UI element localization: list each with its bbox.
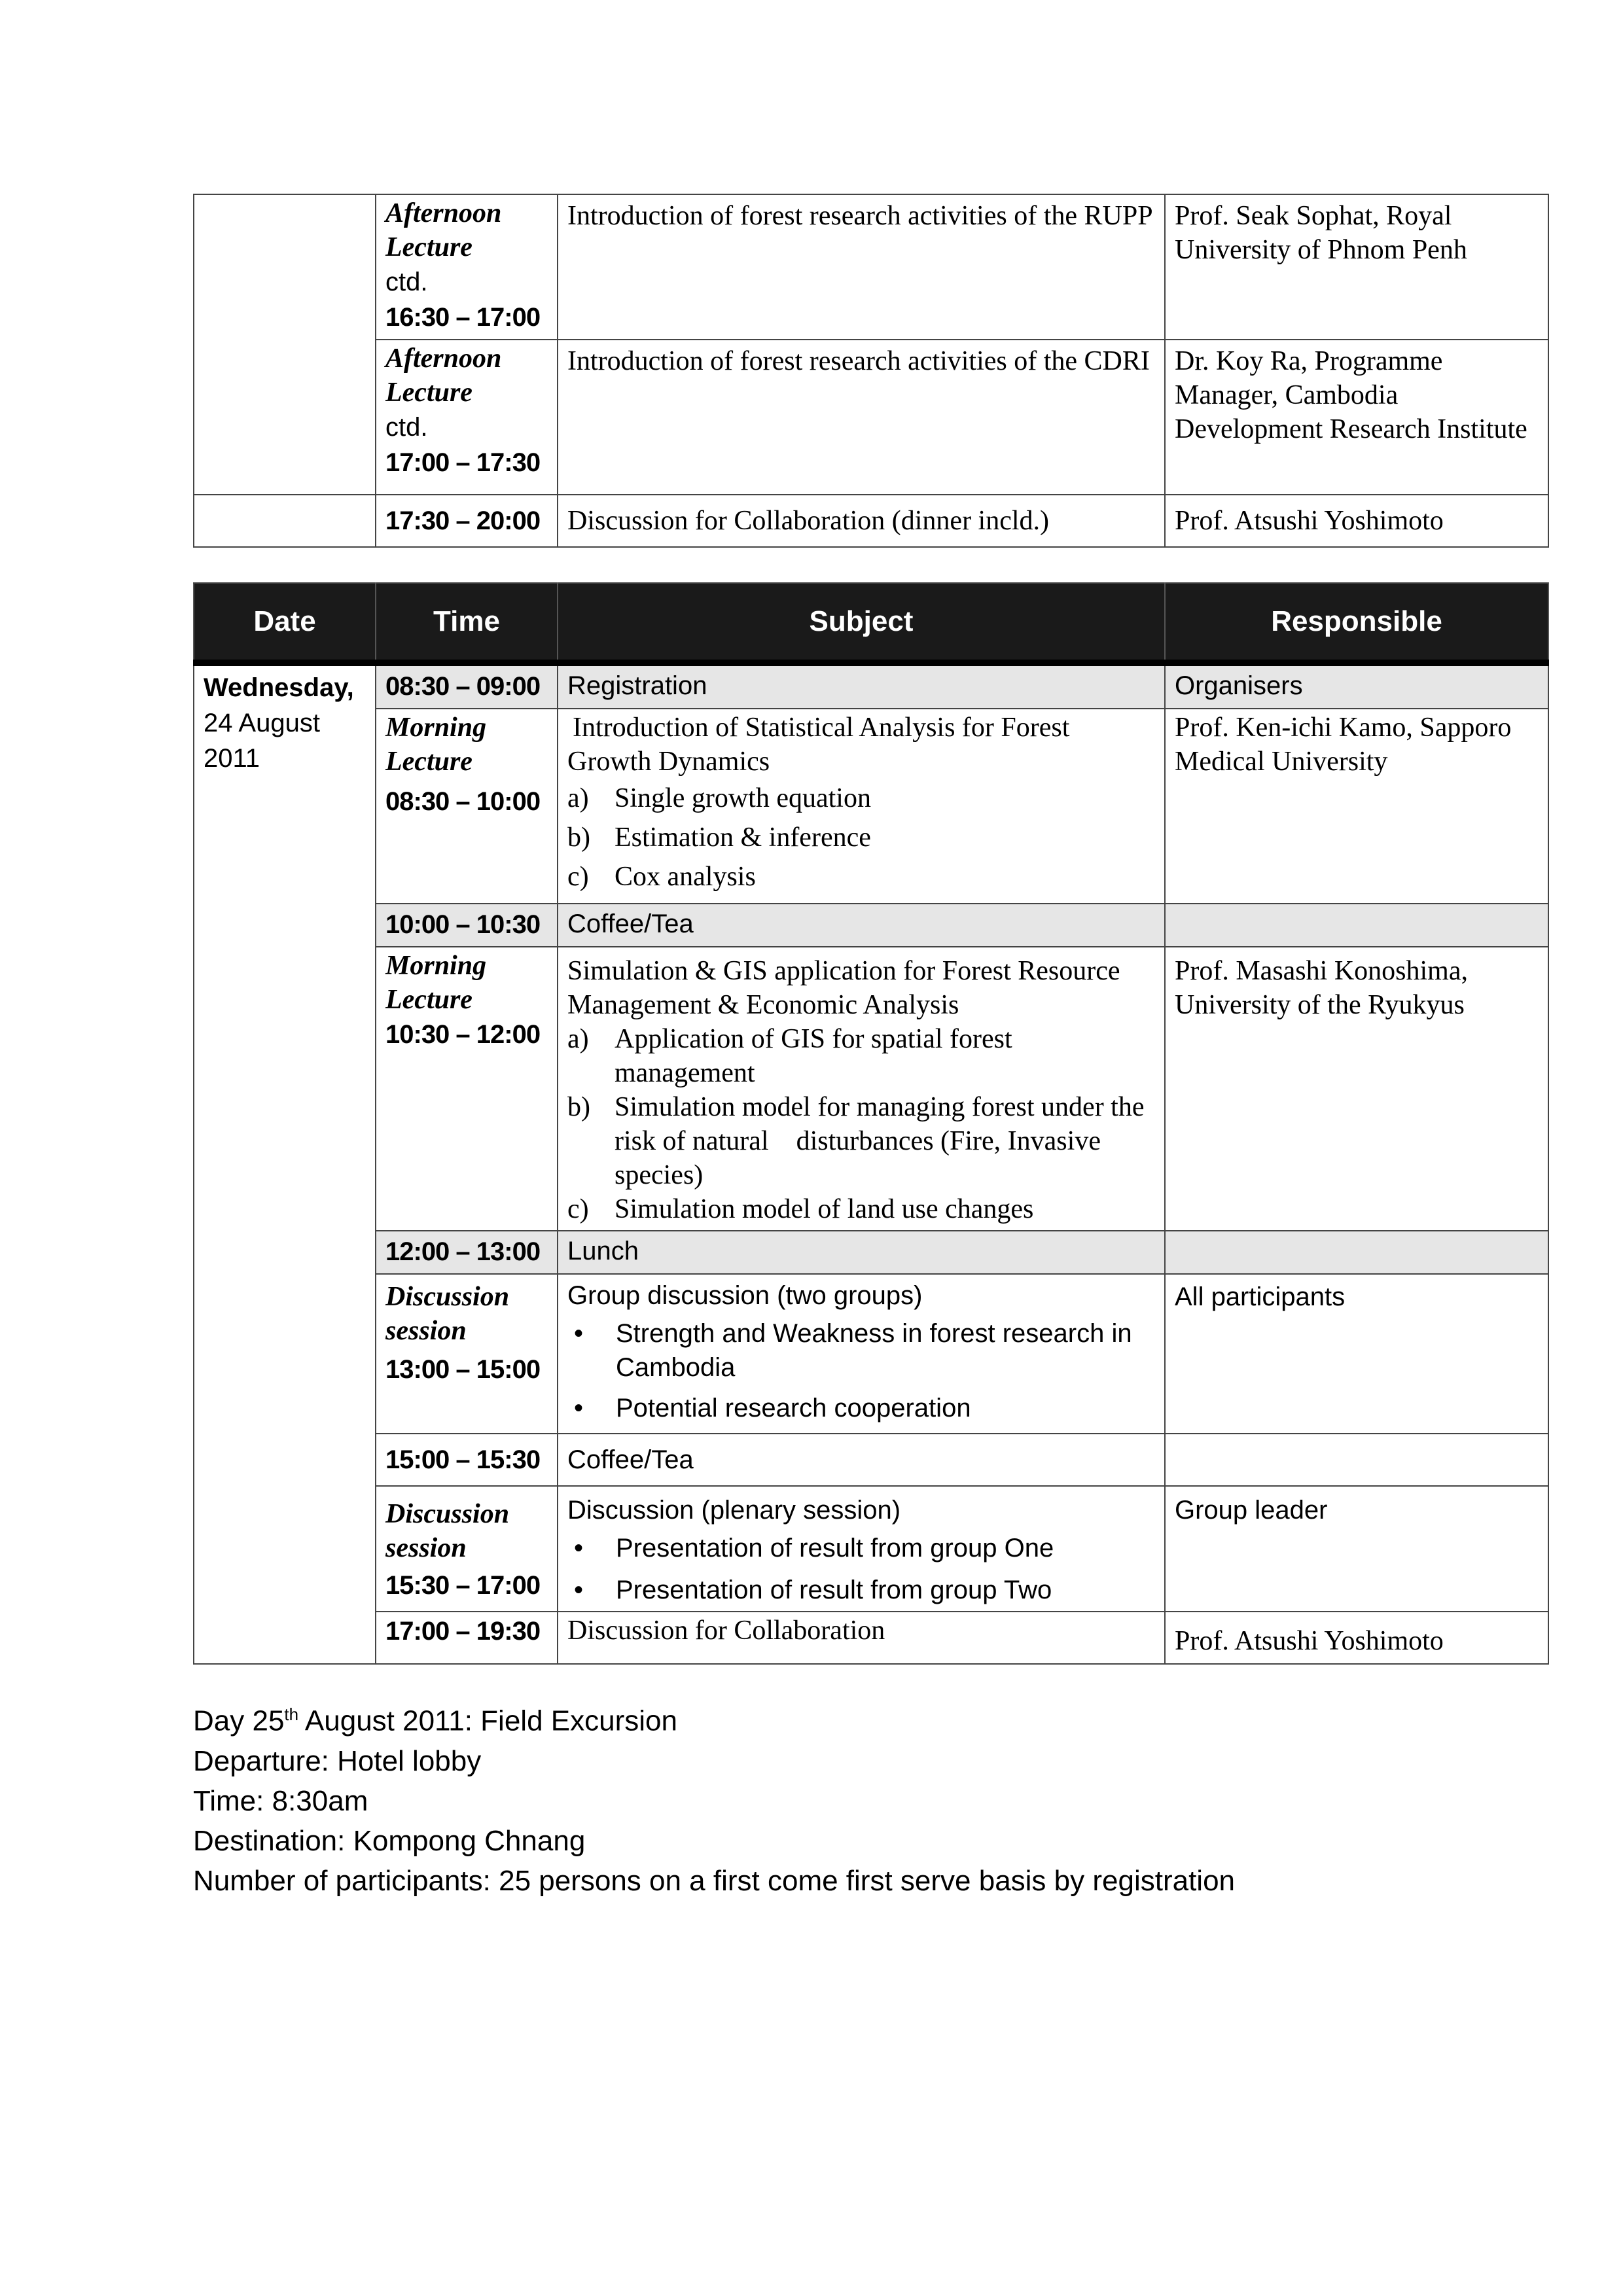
subject-text: Registration [567,671,707,700]
table-row [194,709,1548,904]
time-cell [376,1434,558,1486]
time-cell [376,663,558,709]
subject-text: Introduction of Statistical Analysis for Forest Growth Dynamics [567,713,1070,777]
subject-cell [558,904,1165,947]
table-row [194,495,1548,547]
subject-text: Coffee/Tea [567,1445,694,1474]
session-time: 16:30 – 17:00 [385,303,541,332]
topic-list [567,1531,1155,1607]
time-cell [376,194,558,340]
header-row [194,583,1548,663]
header-responsible: Responsible [1165,583,1548,663]
responsible-text: Prof. Ken-ichi Kamo, Sapporo Medical University [1175,713,1512,777]
list-item: • Presentation of result from group Two [574,1576,1052,1604]
subject-text: Simulation & GIS application for Forest Resource Management & Economic Analysis [567,956,1120,1020]
list-item: a) Single growth equation [567,783,871,813]
header-date: Date [194,583,376,663]
list-item: c) Simulation model of land use changes [567,1194,1034,1224]
list-item: • Presentation of result from group One [574,1534,1054,1563]
subject-text: Discussion (plenary session) [567,1496,901,1525]
responsible-cell [1165,709,1548,904]
date-day: Wednesday, [204,673,354,702]
table-row [194,663,1548,709]
session-ctd: ctd. [385,413,428,442]
session-kind: Morning Lecture [385,713,487,777]
time-cell [376,904,558,947]
list-item: a) Application of GIS for spatial forest management [567,1024,1012,1088]
table-row [194,904,1548,947]
session-time: 17:00 – 17:30 [385,448,541,477]
subject-cell [558,1434,1165,1486]
date-cell [194,495,376,547]
session-time: 13:00 – 15:00 [385,1355,541,1384]
time-cell [376,1274,558,1434]
excursion-departure: Departure: Hotel lobby [193,1744,482,1777]
subject-cell [558,947,1165,1231]
session-time: 15:00 – 15:30 [385,1445,541,1474]
list-item: • Potential research cooperation [574,1394,971,1422]
time-cell [376,495,558,547]
session-time: 17:00 – 19:30 [385,1617,541,1646]
table-row [194,947,1548,1231]
subject-cell [558,1274,1165,1434]
schedule-table-continued [193,194,1549,548]
time-cell [376,1486,558,1612]
date-cell [194,194,376,495]
session-kind: Morning Lecture [385,951,487,1015]
subject-cell [558,194,1165,340]
list-item: • Strength and Weakness in forest research in Cambodia [574,1319,1132,1382]
responsible-text: Dr. Koy Ra, Programme Manager, Cambodia Development Research Institute [1175,346,1527,444]
header-subject: Subject [558,583,1165,663]
date-cell [194,663,376,1664]
subject-cell [558,1231,1165,1274]
session-time: 12:00 – 13:00 [385,1237,541,1266]
subject-cell [558,663,1165,709]
responsible-text: Prof. Masashi Konoshima, University of the Ryukyus [1175,956,1468,1020]
subject-text: Introduction of forest research activities of the RUPP [567,201,1153,231]
topic-list [567,781,1155,894]
session-time: 08:30 – 09:00 [385,672,541,701]
schedule-table [193,582,1549,1665]
responsible-text: Prof. Atsushi Yoshimoto [1175,1626,1444,1656]
list-item: b) Estimation & inference [567,822,871,853]
excursion-day: Day 25th August 2011: Field Excursion [193,1704,677,1737]
excursion-time: Time: 8:30am [193,1784,368,1817]
subject-cell [558,709,1165,904]
subject-cell [558,340,1165,495]
session-time: 10:30 – 12:00 [385,1020,541,1049]
responsible-cell [1165,1434,1548,1486]
time-cell [376,709,558,904]
table-row [194,1486,1548,1612]
field-excursion-notes [193,1695,1235,1901]
date-year: 2011 [204,744,260,773]
time-cell [376,340,558,495]
topic-list [567,1316,1155,1425]
responsible-cell [1165,1274,1548,1434]
table-row [194,1434,1548,1486]
date-line: 24 August [204,709,320,737]
subject-text: Group discussion (two groups) [567,1281,923,1310]
table-row [194,1274,1548,1434]
responsible-cell [1165,340,1548,495]
responsible-text: Prof. Atsushi Yoshimoto [1175,506,1444,536]
time-cell [376,947,558,1231]
list-item: c) Cox analysis [567,862,756,892]
subject-text: Discussion for Collaboration [567,1616,885,1646]
subject-cell [558,1612,1165,1664]
responsible-cell [1165,1612,1548,1664]
session-kind: Discussion session [385,1499,510,1563]
subject-text: Introduction of forest research activities of the CDRI [567,346,1150,376]
table-row [194,194,1548,340]
responsible-cell [1165,1231,1548,1274]
responsible-text: Prof. Seak Sophat, Royal University of Phnom Penh [1175,201,1467,265]
session-time: 15:30 – 17:00 [385,1571,541,1600]
session-time: 10:00 – 10:30 [385,910,541,939]
topic-list [567,1022,1155,1226]
table-row [194,1231,1548,1274]
session-ctd: ctd. [385,268,428,296]
responsible-cell [1165,495,1548,547]
list-item: b) Simulation model for managing forest under the risk of natural disturbances (Fire, Invasive species) [567,1092,1151,1190]
subject-cell [558,1486,1165,1612]
session-kind: Afternoon Lecture [385,344,502,408]
time-cell [376,1612,558,1664]
session-time: 08:30 – 10:00 [385,787,541,816]
responsible-cell [1165,1486,1548,1612]
subject-text: Coffee/Tea [567,910,694,938]
header-time: Time [376,583,558,663]
session-kind: Discussion session [385,1282,510,1346]
responsible-cell [1165,904,1548,947]
responsible-text: Organisers [1175,671,1303,700]
excursion-destination: Destination: Kompong Chnang [193,1824,586,1857]
session-kind: Afternoon Lecture [385,198,502,262]
table-row [194,340,1548,495]
time-cell [376,1231,558,1274]
responsible-text: All participants [1175,1282,1346,1311]
table-row [194,1612,1548,1664]
subject-cell [558,495,1165,547]
responsible-cell [1165,194,1548,340]
responsible-cell [1165,947,1548,1231]
excursion-participants: Number of participants: 25 persons on a first come first serve basis by registration [193,1864,1236,1897]
subject-text: Discussion for Collaboration (dinner incld.) [567,506,1050,536]
session-time: 17:30 – 20:00 [385,506,541,535]
responsible-cell [1165,663,1548,709]
subject-text: Lunch [567,1237,639,1265]
responsible-text: Group leader [1175,1496,1328,1525]
